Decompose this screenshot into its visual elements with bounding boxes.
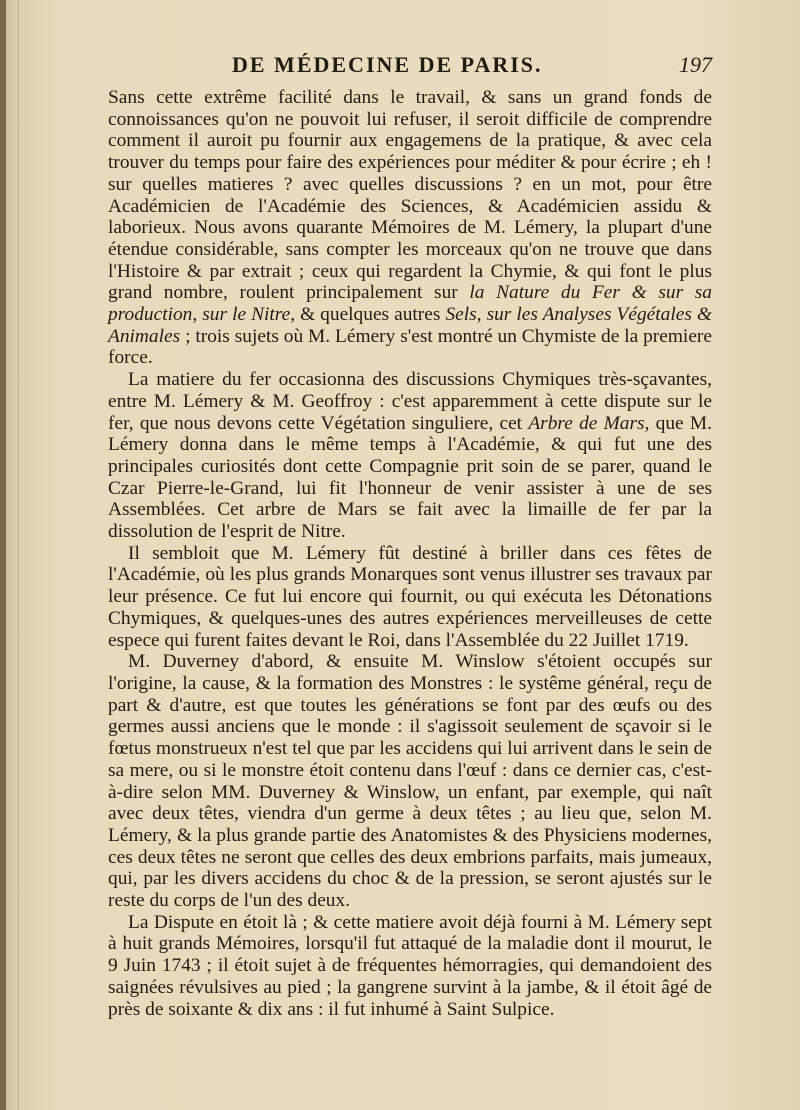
text-run: , que M. Lémery donna dans le même temps à l'Académie, & qui fut une des principales curiosités dont cette Compagnie prit soin de se parer, quand le Czar Pierre-le-Grand, lui fit l'honneur de venir assister à une de ses Assemblées. Cet arbre de Mars se fait avec la limaille de fer par la dissolution de l'esprit de Nitre. — [108, 412, 712, 543]
text-run: La matiere du fer occasionna des discussions Chymiques très-sçavantes, entre M. Lémery & M. Geoffroy : c'est apparemment à cette dispute sur le fer, que nous devons cette Végétation singuliere, cet — [108, 369, 712, 434]
page-header — [108, 48, 712, 84]
text-run: , — [192, 304, 203, 326]
page-number: 197 — [679, 52, 712, 77]
text-run: ; trois sujets où M. Lémery s'est montré un Chymiste de la premiere force. — [108, 325, 712, 369]
running-head: DE MÉDECINE DE PARIS. — [232, 52, 543, 77]
italic-text: Sels — [445, 304, 477, 326]
text-run: M. Duverney d'abord, & ensuite M. Winslow s'étoient occupés sur l'origine, la cause, & la formation des Monstres : le systême général, reçu de part & d'autre, est que toutes les générations se font par des œufs ou des germes aussi anciens que le monde : il s'agissoit seulement de sçavoir si le fœtus monstrueux n'est tel que par les accidens qui lui arrivent dans le sein de sa mere, ou si le monstre étoit contenu dans l'œuf : dans ce dernier cas, c'est-à-dire selon MM. Duverney & Winslow, un enfant, par exemple, qui naît avec deux têtes, viendra d'un germe à deux têtes ; au lieu que, selon M. Lémery, & la plus grande partie des Anatomistes & des Physiciens modernes, ces deux têtes ne seront que celles des deux embrions parfaits, mais jumeaux, qui, par les divers accidens du choc & de la pression, se seront ajustés sur le reste du corps de l'un des deux. — [108, 651, 712, 912]
paragraph — [108, 543, 712, 652]
text-run: Il sembloit que M. Lémery fût destiné à briller dans ces fêtes de l'Académie, où les plus grands Monarques sont venus illustrer ses travaux par leur présence. Ce fut lui encore qui fournit, ou qui exécuta les Détonations Chymiques, & quelques-unes des autres expériences merveilleuses de cette espece qui furent faites devant le Roi, dans l'Assemblée du 22 Juillet 1719. — [108, 542, 712, 651]
binding-gutter — [0, 0, 6, 1110]
text-run: , & quelques autres — [290, 304, 446, 326]
text-run: , — [476, 304, 487, 326]
italic-text: Arbre de Mars — [528, 412, 645, 434]
paragraph — [108, 87, 712, 369]
page-shadow — [18, 0, 19, 1110]
paragraph — [108, 651, 712, 911]
paragraph — [108, 369, 712, 543]
italic-text: sur les Analyses Végétales & Animales — [108, 304, 712, 347]
body-text — [108, 87, 712, 1020]
paragraph — [108, 912, 712, 1021]
italic-text: sur le Nitre — [202, 304, 291, 326]
text-run: La Dispute en étoit là ; & cette matiere avoit déjà fourni à M. Lémery sept à huit grands Mémoires, lorsqu'il fut attaqué de la maladie dont il mourut, le 9 Juin 1743 ; il étoit sujet à de fréquentes hémorragies, qui demandoient des saignées révulsives au pied ; la gangrene survint à la jambe, & il étoit âgé de près de soixante & dix ans : il fut inhumé à Saint Sulpice. — [108, 911, 712, 1020]
italic-text: la Nature du Fer & sur sa production — [108, 282, 713, 326]
text-run: Sans cette extrême facilité dans le travail, & sans un grand fonds de connoissances qu'on ne pouvoit lui refuser, il seroit difficile de comprendre comment il auroit pu fournir aux engagemens de la pratique, & avec cela trouver du temps pour faire des expériences pour méditer & pour écrire ; eh ! sur quelles matieres ? avec quelles discussions ? en un mot, pour être Académicien de l'Académie des Sciences, & Académicien assidu & laborieux. Nous avons quarante Mémoires de M. Lémery, la plupart d'une étendue considérable, sans compter les morceaux qu'on ne trouve que dans l'Histoire & par extrait ; ceux qui regardent la Chymie, & qui font le plus grand nombre, roulent principalement sur — [108, 87, 712, 304]
